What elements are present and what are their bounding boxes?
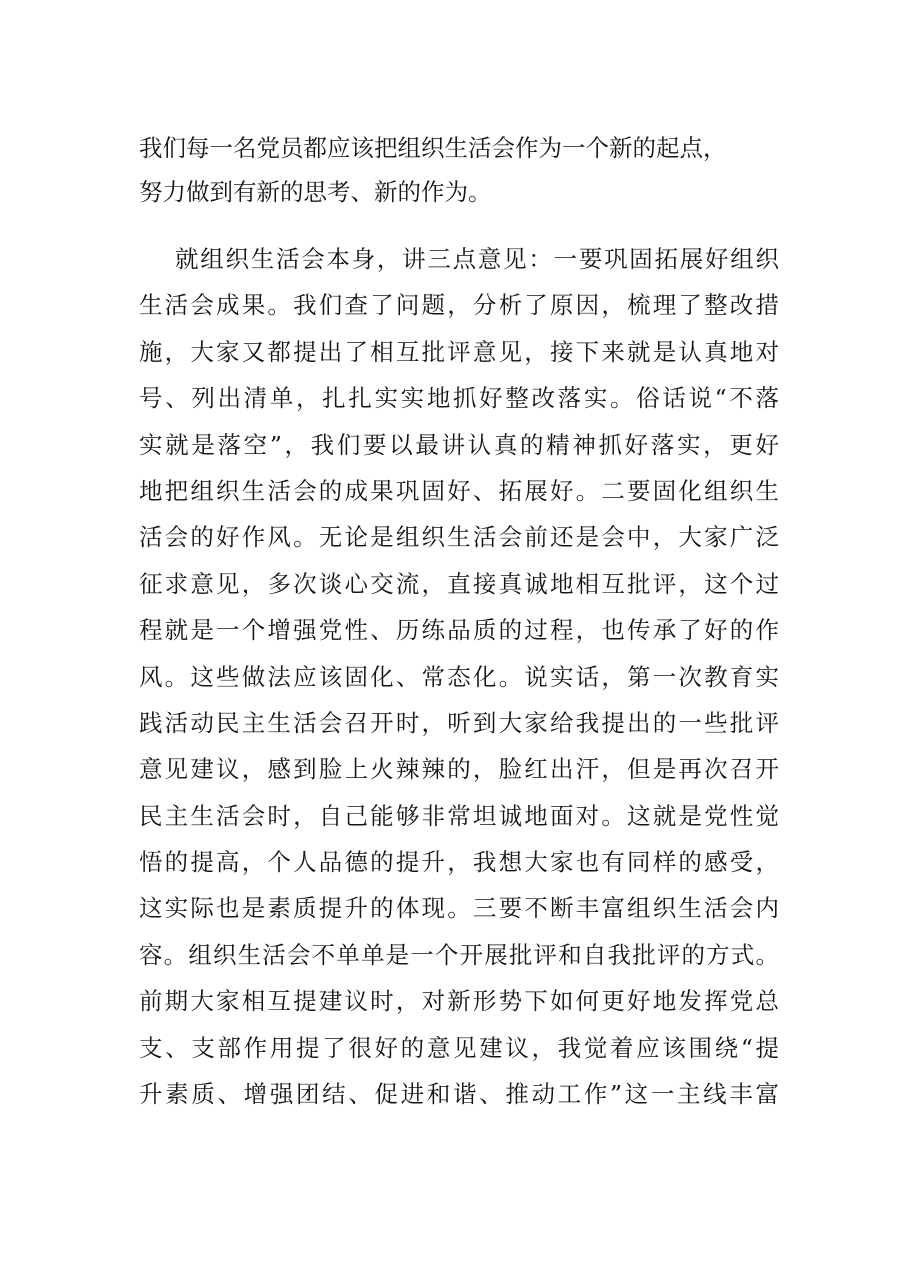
paragraph-2 (139, 236, 779, 1117)
paragraph-1 (139, 126, 779, 214)
text-line: 前期大家相互提建议时，对新形势下如何更好地发挥党总 (139, 987, 779, 1016)
text-line: 风。这些做法应该固化、常态化。说实话，第一次教育实 (139, 662, 779, 691)
text-line: 征求意见，多次谈心交流，直接真诚地相互批评，这个过 (139, 569, 779, 598)
text-line: 生活会成果。我们查了问题，分析了原因，梳理了整改措 (139, 291, 779, 320)
text-line: 容。组织生活会不单单是一个开展批评和自我批评的方式。 (139, 940, 779, 969)
text-line: 程就是一个增强党性、历练品质的过程，也传承了好的作 (139, 616, 779, 645)
text-line: 地把组织生活会的成果巩固好、拓展好。二要固化组织生 (139, 476, 779, 505)
text-line: 这实际也是素质提升的体现。三要不断丰富组织生活会内 (139, 894, 779, 923)
text-line: 我们每一名党员都应该把组织生活会作为一个新的起点， (139, 134, 727, 162)
text-line: 活会的好作风。无论是组织生活会前还是会中，大家广泛 (139, 523, 779, 552)
text-line: 努力做到有新的思考、新的作为。 (139, 178, 492, 206)
text-line: 就组织生活会本身，讲三点意见：一要巩固拓展好组织 (175, 245, 779, 273)
text-line: 民主生活会时，自己能够非常坦诚地面对。这就是党性觉 (139, 801, 779, 830)
text-line: 升素质、增强团结、促进和谐、推动工作”这一主线丰富 (139, 1080, 779, 1109)
text-line: 践活动民主生活会召开时，听到大家给我提出的一些批评 (139, 708, 779, 737)
text-line: 支、支部作用提了很好的意见建议，我觉着应该围绕“提 (139, 1033, 779, 1062)
text-line: 悟的提高，个人品德的提升，我想大家也有同样的感受， (139, 848, 779, 877)
body-text (139, 126, 779, 1117)
text-line: 施，大家又都提出了相互批评意见，接下来就是认真地对 (139, 337, 779, 366)
text-line: 意见建议，感到脸上火辣辣的，脸红出汗，但是再次召开 (139, 755, 779, 784)
text-line: 号、列出清单，扎扎实实地抓好整改落实。俗话说“不落 (139, 384, 779, 413)
text-line: 实就是落空”，我们要以最讲认真的精神抓好落实，更好 (139, 430, 779, 459)
